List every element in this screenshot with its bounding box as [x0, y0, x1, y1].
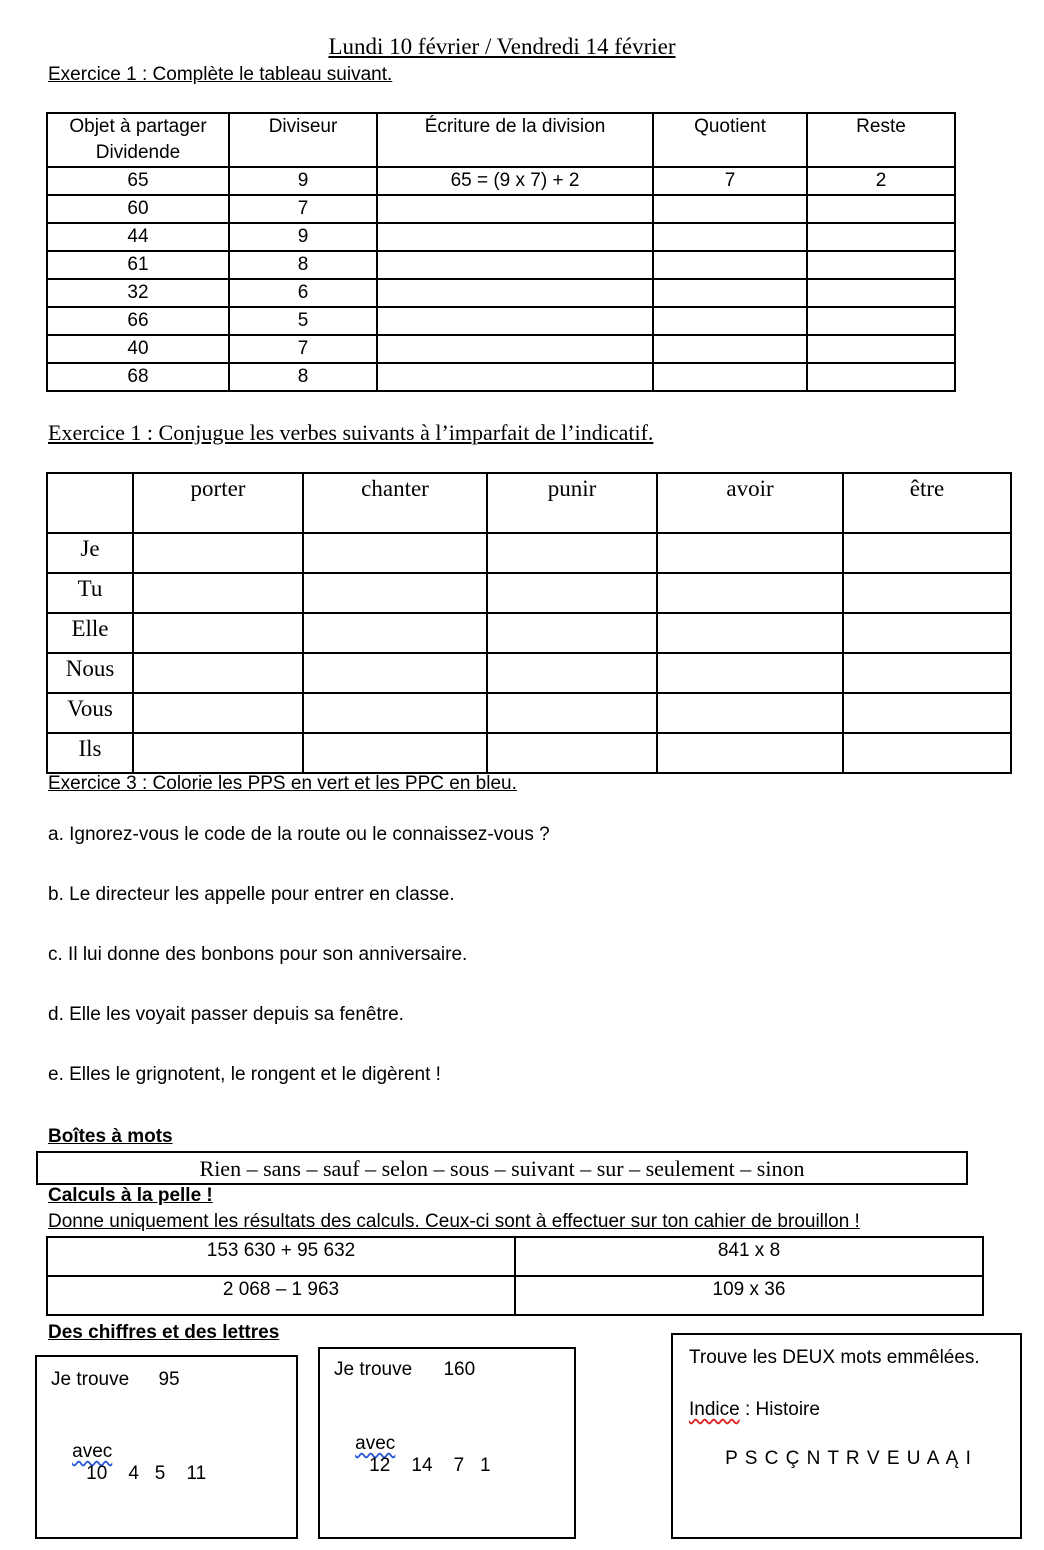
answer-cell[interactable]	[303, 733, 487, 773]
cell-dividende: 66	[47, 307, 229, 335]
cell-ecriture[interactable]	[377, 279, 653, 307]
answer-cell[interactable]	[133, 533, 303, 573]
answer-cell[interactable]	[487, 613, 657, 653]
sentence-d: d. Elle les voyait passer depuis sa fenêtre.	[48, 1004, 404, 1025]
answer-cell[interactable]	[843, 733, 1011, 773]
answer-cell[interactable]	[487, 733, 657, 773]
cell-quotient[interactable]	[653, 279, 807, 307]
table-row	[47, 1237, 983, 1276]
answer-cell[interactable]	[843, 693, 1011, 733]
cell-reste[interactable]	[807, 195, 955, 223]
table-header-row	[47, 113, 955, 167]
mots-emmeles-instruction: Trouve les DEUX mots emmêlées.	[689, 1347, 980, 1368]
je-trouve-label: Je trouve	[51, 1369, 130, 1390]
cell-quotient[interactable]	[653, 363, 807, 391]
chiffres-heading: Des chiffres et des lettres	[48, 1322, 280, 1343]
cell-dividende: 65	[47, 167, 229, 195]
cell-ecriture: 65 = (9 x 7) + 2	[377, 167, 653, 195]
answer-cell[interactable]	[303, 613, 487, 653]
table-row	[47, 251, 955, 279]
pronoun-cell: Tu	[47, 573, 133, 613]
answer-cell[interactable]	[657, 653, 843, 693]
table-row	[47, 195, 955, 223]
table-row	[47, 533, 1011, 573]
header-diviseur: Diviseur	[229, 113, 377, 167]
given-numbers: 10 4 5 11	[86, 1463, 207, 1484]
cell-quotient[interactable]	[653, 307, 807, 335]
answer-cell[interactable]	[843, 533, 1011, 573]
calculs-instruction: Donne uniquement les résultats des calculs. Ceux-ci sont à effectuer sur ton cahier de brouillon !	[48, 1211, 860, 1232]
cell-ecriture[interactable]	[377, 307, 653, 335]
answer-cell[interactable]	[303, 653, 487, 693]
words-box: Rien – sans – sauf – selon – sous – suivant – sur – seulement – sinon	[36, 1151, 968, 1185]
indice-label: Indice	[689, 1399, 740, 1420]
cell-dividende: 68	[47, 363, 229, 391]
header-dividende: Objet à partager Dividende	[47, 113, 229, 167]
pronoun-cell: Vous	[47, 693, 133, 733]
header-empty	[47, 473, 133, 533]
cell-ecriture[interactable]	[377, 195, 653, 223]
table-row	[47, 653, 1011, 693]
cell-diviseur: 9	[229, 223, 377, 251]
calc-cell[interactable]: 2 068 – 1 963	[47, 1276, 515, 1315]
table-row	[47, 693, 1011, 733]
answer-cell[interactable]	[657, 733, 843, 773]
ex3-heading: Exercice 3 : Colorie les PPS en vert et les PPC en bleu.	[48, 773, 517, 794]
answer-cell[interactable]	[657, 533, 843, 573]
answer-cell[interactable]	[657, 613, 843, 653]
answer-cell[interactable]	[843, 573, 1011, 613]
answer-cell[interactable]	[133, 733, 303, 773]
table-row	[47, 613, 1011, 653]
answer-cell[interactable]	[657, 573, 843, 613]
target-number: 160	[443, 1359, 476, 1380]
answer-cell[interactable]	[487, 573, 657, 613]
cell-diviseur: 5	[229, 307, 377, 335]
cell-diviseur: 8	[229, 363, 377, 391]
answer-cell[interactable]	[843, 653, 1011, 693]
cell-ecriture[interactable]	[377, 251, 653, 279]
je-trouve-label: Je trouve	[334, 1359, 413, 1380]
avec-label: avec	[355, 1433, 396, 1454]
table-row	[47, 335, 955, 363]
cell-diviseur: 6	[229, 279, 377, 307]
cell-reste: 2	[807, 167, 955, 195]
answer-cell[interactable]	[303, 573, 487, 613]
answer-cell[interactable]	[843, 613, 1011, 653]
calc-cell[interactable]: 841 x 8	[515, 1237, 983, 1276]
cell-diviseur: 9	[229, 167, 377, 195]
cell-dividende: 61	[47, 251, 229, 279]
cell-ecriture[interactable]	[377, 223, 653, 251]
cell-reste[interactable]	[807, 307, 955, 335]
chiffres-box-2[interactable]	[318, 1347, 576, 1539]
pronoun-cell: Ils	[47, 733, 133, 773]
division-table	[46, 112, 956, 392]
answer-cell[interactable]	[133, 653, 303, 693]
header-reste: Reste	[807, 113, 955, 167]
target-number: 95	[158, 1369, 180, 1390]
calculs-table	[46, 1236, 984, 1316]
conjugation-table	[46, 472, 1012, 774]
table-row	[47, 223, 955, 251]
pronoun-cell: Je	[47, 533, 133, 573]
answer-cell[interactable]	[487, 533, 657, 573]
answer-cell[interactable]	[133, 693, 303, 733]
cell-dividende: 32	[47, 279, 229, 307]
sentence-a: a. Ignorez-vous le code de la route ou le connaissez-vous ?	[48, 824, 550, 845]
given-numbers: 12 14 7 1	[369, 1455, 491, 1476]
header-verb: être	[843, 473, 1011, 533]
sentence-b: b. Le directeur les appelle pour entrer en classe.	[48, 884, 455, 905]
table-row	[47, 307, 955, 335]
ex1-heading: Exercice 1 : Complète le tableau suivant.	[48, 64, 393, 85]
avec-label: avec	[72, 1441, 113, 1462]
page-title: Lundi 10 février / Vendredi 14 février	[328, 34, 676, 59]
table-header-row	[47, 473, 1011, 533]
cell-dividende: 60	[47, 195, 229, 223]
answer-cell[interactable]	[487, 653, 657, 693]
answer-cell[interactable]	[303, 533, 487, 573]
words-box-heading: Boîtes à mots	[48, 1126, 173, 1147]
scrambled-letters: P S C Ç N T R V E U A Ą I	[725, 1448, 972, 1469]
ex2-heading: Exercice 1 : Conjugue les verbes suivants à l’imparfait de l’indicatif.	[48, 420, 654, 445]
chiffres-box-1[interactable]	[35, 1355, 298, 1539]
mots-emmeles-box[interactable]	[671, 1333, 1022, 1539]
sentence-e: e. Elles le grignotent, le rongent et le digèrent !	[48, 1064, 441, 1085]
cell-quotient[interactable]	[653, 195, 807, 223]
cell-dividende: 40	[47, 335, 229, 363]
calc-cell[interactable]: 153 630 + 95 632	[47, 1237, 515, 1276]
answer-cell[interactable]	[657, 693, 843, 733]
cell-quotient[interactable]	[653, 251, 807, 279]
calculs-heading: Calculs à la pelle !	[48, 1185, 213, 1206]
cell-quotient[interactable]	[653, 335, 807, 363]
cell-reste[interactable]	[807, 363, 955, 391]
table-row	[47, 279, 955, 307]
cell-quotient: 7	[653, 167, 807, 195]
pronoun-cell: Nous	[47, 653, 133, 693]
header-quotient: Quotient	[653, 113, 807, 167]
cell-reste[interactable]	[807, 251, 955, 279]
answer-cell[interactable]	[133, 573, 303, 613]
indice-value: : Histoire	[739, 1399, 820, 1420]
table-row	[47, 573, 1011, 613]
header-verb: chanter	[303, 473, 487, 533]
cell-diviseur: 7	[229, 195, 377, 223]
answer-cell[interactable]	[487, 693, 657, 733]
header-ecriture: Écriture de la division	[377, 113, 653, 167]
table-row	[47, 733, 1011, 773]
cell-diviseur: 8	[229, 251, 377, 279]
answer-cell[interactable]	[303, 693, 487, 733]
cell-dividende: 44	[47, 223, 229, 251]
cell-reste[interactable]	[807, 223, 955, 251]
table-row	[47, 167, 955, 195]
calc-cell[interactable]: 109 x 36	[515, 1276, 983, 1315]
sentence-c: c. Il lui donne des bonbons pour son anniversaire.	[48, 944, 468, 965]
cell-reste[interactable]	[807, 279, 955, 307]
header-verb: avoir	[657, 473, 843, 533]
table-row	[47, 363, 955, 391]
cell-reste[interactable]	[807, 335, 955, 363]
answer-cell[interactable]	[133, 613, 303, 653]
table-row	[47, 1276, 983, 1315]
cell-ecriture[interactable]	[377, 363, 653, 391]
cell-diviseur: 7	[229, 335, 377, 363]
header-verb: punir	[487, 473, 657, 533]
cell-ecriture[interactable]	[377, 335, 653, 363]
header-verb: porter	[133, 473, 303, 533]
pronoun-cell: Elle	[47, 613, 133, 653]
cell-quotient[interactable]	[653, 223, 807, 251]
